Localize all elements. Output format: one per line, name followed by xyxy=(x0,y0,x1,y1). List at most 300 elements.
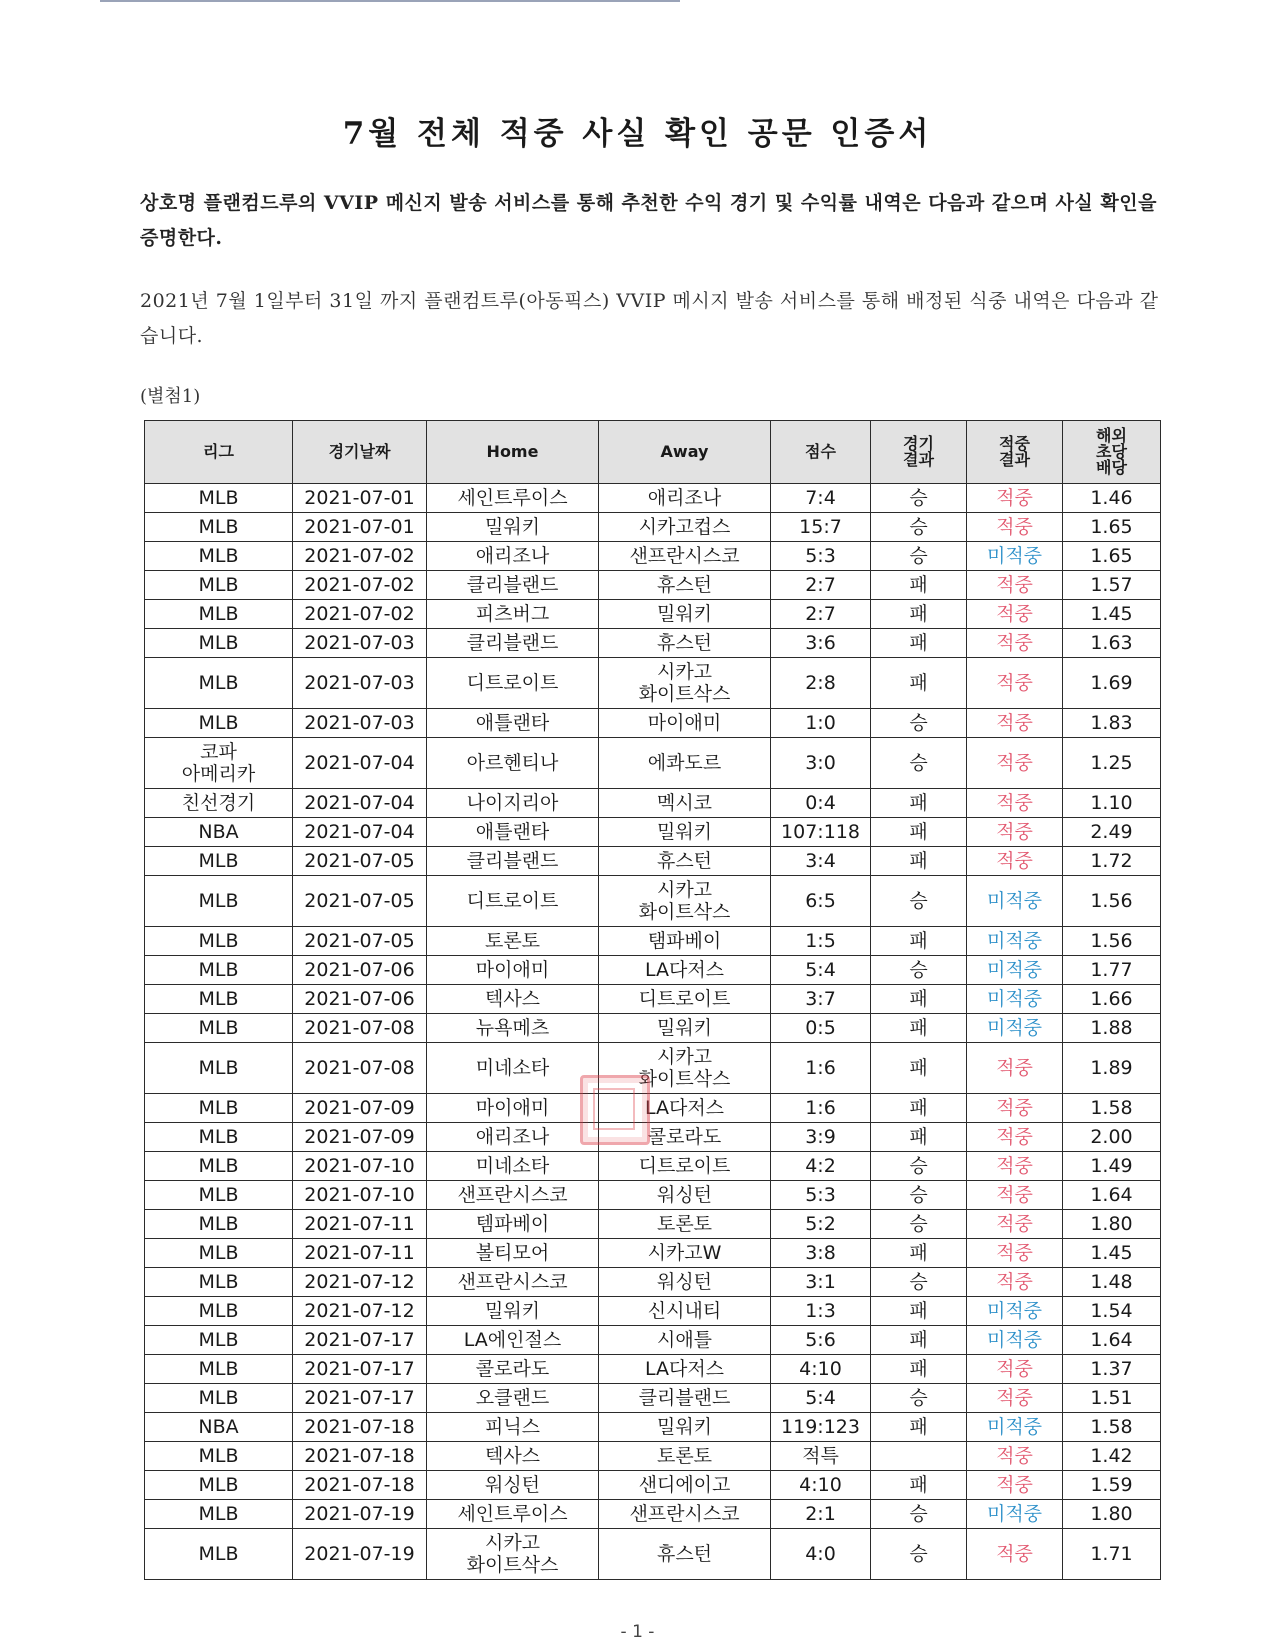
cell-league: MLB xyxy=(145,1297,293,1326)
cell-league: MLB xyxy=(145,1529,293,1580)
cell-hit-result: 미적중 xyxy=(967,1413,1063,1442)
cell-home: 클리블랜드 xyxy=(427,571,599,600)
cell-away: 밀워키 xyxy=(599,1413,771,1442)
cell-home: 디트로이트 xyxy=(427,876,599,927)
cell-away: 휴스턴 xyxy=(599,1529,771,1580)
cell-score: 3:6 xyxy=(771,629,871,658)
cell-odds: 2.00 xyxy=(1063,1123,1161,1152)
cell-score: 4:10 xyxy=(771,1355,871,1384)
cell-league: MLB xyxy=(145,985,293,1014)
cell-score: 1:0 xyxy=(771,709,871,738)
cell-away: 워싱턴 xyxy=(599,1181,771,1210)
cell-league: NBA xyxy=(145,1413,293,1442)
header-league: 리그 xyxy=(145,421,293,484)
cell-away: LA다저스 xyxy=(599,956,771,985)
cell-date: 2021-07-18 xyxy=(293,1442,427,1471)
cell-hit-result: 적중 xyxy=(967,1355,1063,1384)
cell-hit-result: 적중 xyxy=(967,847,1063,876)
cell-league: MLB xyxy=(145,1043,293,1094)
cell-league: 코파 아메리카 xyxy=(145,738,293,789)
cell-home: 미네소타 xyxy=(427,1043,599,1094)
cell-date: 2021-07-11 xyxy=(293,1239,427,1268)
table-row xyxy=(145,876,1161,927)
cell-date: 2021-07-09 xyxy=(293,1094,427,1123)
cell-odds: 1.45 xyxy=(1063,600,1161,629)
cell-away: LA다저스 xyxy=(599,1355,771,1384)
cell-odds: 1.64 xyxy=(1063,1326,1161,1355)
cell-result: 패 xyxy=(871,789,967,818)
cell-hit-result: 미적중 xyxy=(967,985,1063,1014)
cell-home: 콜로라도 xyxy=(427,1355,599,1384)
cell-away: 디트로이트 xyxy=(599,1152,771,1181)
cell-away: 밀워키 xyxy=(599,600,771,629)
cell-odds: 1.54 xyxy=(1063,1297,1161,1326)
cell-hit-result: 적중 xyxy=(967,1239,1063,1268)
cell-result: 패 xyxy=(871,1239,967,1268)
cell-league: MLB xyxy=(145,1355,293,1384)
cell-score: 5:2 xyxy=(771,1210,871,1239)
cell-result: 패 xyxy=(871,600,967,629)
cell-away: 밀워키 xyxy=(599,818,771,847)
cell-hit-result: 미적중 xyxy=(967,1297,1063,1326)
cell-hit-result: 적중 xyxy=(967,513,1063,542)
cell-odds: 1.77 xyxy=(1063,956,1161,985)
cell-hit-result: 미적중 xyxy=(967,876,1063,927)
cell-result: 승 xyxy=(871,709,967,738)
cell-odds: 1.59 xyxy=(1063,1471,1161,1500)
cell-score: 적특 xyxy=(771,1442,871,1471)
cell-away: 시카고컵스 xyxy=(599,513,771,542)
cell-home: 텍사스 xyxy=(427,985,599,1014)
cell-league: MLB xyxy=(145,1384,293,1413)
cell-league: MLB xyxy=(145,542,293,571)
cell-hit-result: 적중 xyxy=(967,1471,1063,1500)
results-table xyxy=(144,420,1161,1580)
cell-score: 0:4 xyxy=(771,789,871,818)
cell-result: 패 xyxy=(871,818,967,847)
cell-hit-result: 적중 xyxy=(967,1268,1063,1297)
cell-date: 2021-07-08 xyxy=(293,1014,427,1043)
header-hit-result: 적중 결과 xyxy=(967,421,1063,484)
cell-odds: 1.64 xyxy=(1063,1181,1161,1210)
cell-league: MLB xyxy=(145,1500,293,1529)
table-row xyxy=(145,1500,1161,1529)
cell-result: 패 xyxy=(871,985,967,1014)
header-home: Home xyxy=(427,421,599,484)
cell-away: 워싱턴 xyxy=(599,1268,771,1297)
cell-score: 1:5 xyxy=(771,927,871,956)
cell-date: 2021-07-05 xyxy=(293,876,427,927)
cell-result: 승 xyxy=(871,1268,967,1297)
cell-home: 애리조나 xyxy=(427,1123,599,1152)
cell-date: 2021-07-17 xyxy=(293,1326,427,1355)
cell-home: LA에인절스 xyxy=(427,1326,599,1355)
cell-date: 2021-07-18 xyxy=(293,1471,427,1500)
cell-home: 애틀랜타 xyxy=(427,818,599,847)
table-row xyxy=(145,1181,1161,1210)
cell-away: 휴스턴 xyxy=(599,847,771,876)
cell-league: MLB xyxy=(145,484,293,513)
cell-date: 2021-07-05 xyxy=(293,927,427,956)
cell-date: 2021-07-19 xyxy=(293,1529,427,1580)
cell-hit-result: 적중 xyxy=(967,1384,1063,1413)
cell-result: 패 xyxy=(871,1297,967,1326)
cell-away: 애리조나 xyxy=(599,484,771,513)
cell-home: 샌프란시스코 xyxy=(427,1181,599,1210)
table-row xyxy=(145,956,1161,985)
cell-hit-result: 적중 xyxy=(967,818,1063,847)
cell-result: 승 xyxy=(871,876,967,927)
cell-hit-result: 미적중 xyxy=(967,1014,1063,1043)
cell-away: 휴스턴 xyxy=(599,629,771,658)
cell-home: 세인트루이스 xyxy=(427,484,599,513)
cell-score: 119:123 xyxy=(771,1413,871,1442)
cell-league: MLB xyxy=(145,1326,293,1355)
cell-result xyxy=(871,1442,967,1471)
cell-hit-result: 적중 xyxy=(967,1442,1063,1471)
cell-hit-result: 미적중 xyxy=(967,956,1063,985)
cell-date: 2021-07-12 xyxy=(293,1268,427,1297)
table-body xyxy=(145,484,1161,1580)
cell-result: 승 xyxy=(871,956,967,985)
table-row xyxy=(145,847,1161,876)
cell-odds: 1.89 xyxy=(1063,1043,1161,1094)
cell-home: 피츠버그 xyxy=(427,600,599,629)
cell-hit-result: 적중 xyxy=(967,1210,1063,1239)
cell-home: 뉴욕메츠 xyxy=(427,1014,599,1043)
cell-date: 2021-07-04 xyxy=(293,818,427,847)
table-row xyxy=(145,1355,1161,1384)
cell-home: 세인트루이스 xyxy=(427,1500,599,1529)
cell-result: 승 xyxy=(871,1500,967,1529)
table-row xyxy=(145,1529,1161,1580)
cell-score: 7:4 xyxy=(771,484,871,513)
cell-odds: 1.56 xyxy=(1063,876,1161,927)
cell-odds: 1.83 xyxy=(1063,709,1161,738)
cell-hit-result: 적중 xyxy=(967,738,1063,789)
cell-away: 신시내티 xyxy=(599,1297,771,1326)
cell-date: 2021-07-09 xyxy=(293,1123,427,1152)
cell-hit-result: 적중 xyxy=(967,709,1063,738)
table-row xyxy=(145,738,1161,789)
table-row xyxy=(145,542,1161,571)
cell-home: 클리블랜드 xyxy=(427,847,599,876)
header-away: Away xyxy=(599,421,771,484)
cell-result: 패 xyxy=(871,1355,967,1384)
header-date: 경기날짜 xyxy=(293,421,427,484)
cell-league: MLB xyxy=(145,571,293,600)
cell-result: 패 xyxy=(871,571,967,600)
table-row xyxy=(145,1014,1161,1043)
cell-odds: 1.49 xyxy=(1063,1152,1161,1181)
attachment-label: (별첨1) xyxy=(140,386,201,407)
cell-odds: 1.66 xyxy=(1063,985,1161,1014)
cell-odds: 1.65 xyxy=(1063,542,1161,571)
cell-away: 토론토 xyxy=(599,1210,771,1239)
cell-league: MLB xyxy=(145,1014,293,1043)
cell-home: 오클랜드 xyxy=(427,1384,599,1413)
cell-odds: 1.37 xyxy=(1063,1355,1161,1384)
cell-result: 승 xyxy=(871,1152,967,1181)
table-row xyxy=(145,1123,1161,1152)
cell-result: 패 xyxy=(871,1471,967,1500)
cell-league: MLB xyxy=(145,1094,293,1123)
table-row xyxy=(145,571,1161,600)
cell-date: 2021-07-02 xyxy=(293,571,427,600)
table-row xyxy=(145,985,1161,1014)
cell-away: 시카고 화이트삭스 xyxy=(599,658,771,709)
header-odds: 해외 초당 배당 xyxy=(1063,421,1161,484)
cell-away: 샌디에이고 xyxy=(599,1471,771,1500)
header-result: 경기 결과 xyxy=(871,421,967,484)
cell-result: 패 xyxy=(871,1326,967,1355)
table-row xyxy=(145,513,1161,542)
cell-result: 패 xyxy=(871,1123,967,1152)
cell-odds: 1.57 xyxy=(1063,571,1161,600)
cell-odds: 1.51 xyxy=(1063,1384,1161,1413)
cell-away: 멕시코 xyxy=(599,789,771,818)
cell-league: MLB xyxy=(145,1471,293,1500)
table-row xyxy=(145,1268,1161,1297)
cell-league: MLB xyxy=(145,629,293,658)
cell-league: MLB xyxy=(145,1152,293,1181)
cell-score: 2:1 xyxy=(771,1500,871,1529)
cell-home: 밀워키 xyxy=(427,1297,599,1326)
cell-score: 5:6 xyxy=(771,1326,871,1355)
cell-score: 1:6 xyxy=(771,1094,871,1123)
cell-league: MLB xyxy=(145,1268,293,1297)
cell-result: 패 xyxy=(871,1413,967,1442)
cell-odds: 1.69 xyxy=(1063,658,1161,709)
cell-result: 승 xyxy=(871,542,967,571)
cell-odds: 1.71 xyxy=(1063,1529,1161,1580)
table-row xyxy=(145,709,1161,738)
page-title: 7월 전체 적중 사실 확인 공문 인증서 xyxy=(342,116,933,152)
cell-hit-result: 적중 xyxy=(967,1181,1063,1210)
cell-home: 클리블랜드 xyxy=(427,629,599,658)
cell-home: 토론토 xyxy=(427,927,599,956)
cell-home: 샌프란시스코 xyxy=(427,1268,599,1297)
cell-away: 탬파베이 xyxy=(599,927,771,956)
cell-home: 밀워키 xyxy=(427,513,599,542)
cell-result: 패 xyxy=(871,1014,967,1043)
cell-home: 텍사스 xyxy=(427,1442,599,1471)
cell-odds: 1.45 xyxy=(1063,1239,1161,1268)
table-row xyxy=(145,789,1161,818)
cell-date: 2021-07-01 xyxy=(293,484,427,513)
cell-hit-result: 적중 xyxy=(967,1152,1063,1181)
cell-score: 3:0 xyxy=(771,738,871,789)
table-row xyxy=(145,1297,1161,1326)
cell-hit-result: 적중 xyxy=(967,1123,1063,1152)
cell-date: 2021-07-04 xyxy=(293,789,427,818)
cell-league: MLB xyxy=(145,847,293,876)
cell-result: 승 xyxy=(871,484,967,513)
cell-result: 승 xyxy=(871,1529,967,1580)
cell-score: 3:1 xyxy=(771,1268,871,1297)
cell-date: 2021-07-17 xyxy=(293,1355,427,1384)
cell-odds: 1.56 xyxy=(1063,927,1161,956)
cell-away: 시카고 화이트삭스 xyxy=(599,1043,771,1094)
cell-date: 2021-07-10 xyxy=(293,1152,427,1181)
table-row xyxy=(145,484,1161,513)
table-row xyxy=(145,1384,1161,1413)
cell-date: 2021-07-05 xyxy=(293,847,427,876)
cell-hit-result: 적중 xyxy=(967,1529,1063,1580)
table-row xyxy=(145,1442,1161,1471)
cell-date: 2021-07-03 xyxy=(293,709,427,738)
cell-result: 패 xyxy=(871,927,967,956)
cell-hit-result: 미적중 xyxy=(967,1326,1063,1355)
cell-away: 토론토 xyxy=(599,1442,771,1471)
cell-date: 2021-07-02 xyxy=(293,542,427,571)
cell-hit-result: 적중 xyxy=(967,658,1063,709)
cell-away: 콜로라도 xyxy=(599,1123,771,1152)
cell-odds: 1.58 xyxy=(1063,1413,1161,1442)
cell-score: 1:6 xyxy=(771,1043,871,1094)
cell-away: 시애틀 xyxy=(599,1326,771,1355)
cell-result: 패 xyxy=(871,847,967,876)
cell-league: MLB xyxy=(145,513,293,542)
cell-odds: 1.80 xyxy=(1063,1210,1161,1239)
cell-date: 2021-07-06 xyxy=(293,985,427,1014)
table-row xyxy=(145,927,1161,956)
table-header-row xyxy=(145,421,1161,484)
cell-away: 휴스턴 xyxy=(599,571,771,600)
cell-hit-result: 적중 xyxy=(967,600,1063,629)
cell-date: 2021-07-12 xyxy=(293,1297,427,1326)
cell-league: MLB xyxy=(145,956,293,985)
cell-date: 2021-07-01 xyxy=(293,513,427,542)
cell-score: 5:4 xyxy=(771,956,871,985)
table-row xyxy=(145,1043,1161,1094)
cell-league: 친선경기 xyxy=(145,789,293,818)
cell-home: 워싱턴 xyxy=(427,1471,599,1500)
cell-league: MLB xyxy=(145,600,293,629)
table-row xyxy=(145,1471,1161,1500)
cell-home: 볼티모어 xyxy=(427,1239,599,1268)
table-row xyxy=(145,629,1161,658)
cell-score: 3:8 xyxy=(771,1239,871,1268)
cell-home: 애리조나 xyxy=(427,542,599,571)
cell-league: MLB xyxy=(145,927,293,956)
cell-score: 3:7 xyxy=(771,985,871,1014)
cell-hit-result: 적중 xyxy=(967,571,1063,600)
cell-odds: 1.10 xyxy=(1063,789,1161,818)
cell-date: 2021-07-04 xyxy=(293,738,427,789)
cell-home: 미네소타 xyxy=(427,1152,599,1181)
cell-score: 4:0 xyxy=(771,1529,871,1580)
table-row xyxy=(145,1413,1161,1442)
cell-hit-result: 적중 xyxy=(967,484,1063,513)
cell-result: 승 xyxy=(871,1210,967,1239)
cell-odds: 1.72 xyxy=(1063,847,1161,876)
cell-date: 2021-07-06 xyxy=(293,956,427,985)
cell-result: 패 xyxy=(871,1094,967,1123)
cell-score: 6:5 xyxy=(771,876,871,927)
cell-odds: 1.42 xyxy=(1063,1442,1161,1471)
cell-date: 2021-07-02 xyxy=(293,600,427,629)
cell-score: 4:2 xyxy=(771,1152,871,1181)
cell-odds: 1.65 xyxy=(1063,513,1161,542)
header-score: 점수 xyxy=(771,421,871,484)
cell-league: MLB xyxy=(145,658,293,709)
cell-home: 시카고 화이트삭스 xyxy=(427,1529,599,1580)
table-row xyxy=(145,818,1161,847)
cell-away: 샌프란시스코 xyxy=(599,1500,771,1529)
cell-odds: 2.49 xyxy=(1063,818,1161,847)
cell-home: 템파베이 xyxy=(427,1210,599,1239)
cell-score: 5:3 xyxy=(771,1181,871,1210)
cell-hit-result: 적중 xyxy=(967,629,1063,658)
cell-away: 에콰도르 xyxy=(599,738,771,789)
period-paragraph: 2021년 7월 1일부터 31일 까지 플랜컴트루(아동픽스) VVIP 메시지 발송 서비스를 통해 배정된 식중 내역은 다음과 같습니다. xyxy=(140,290,1159,347)
cell-date: 2021-07-11 xyxy=(293,1210,427,1239)
cell-league: MLB xyxy=(145,709,293,738)
cell-league: MLB xyxy=(145,876,293,927)
cell-away: 시카고W xyxy=(599,1239,771,1268)
cell-score: 15:7 xyxy=(771,513,871,542)
cell-hit-result: 미적중 xyxy=(967,542,1063,571)
cell-hit-result: 적중 xyxy=(967,789,1063,818)
cell-hit-result: 미적중 xyxy=(967,1500,1063,1529)
cell-league: NBA xyxy=(145,818,293,847)
cell-hit-result: 미적중 xyxy=(967,927,1063,956)
cell-home: 피닉스 xyxy=(427,1413,599,1442)
cell-score: 5:4 xyxy=(771,1384,871,1413)
cell-odds: 1.25 xyxy=(1063,738,1161,789)
page-number: - 1 - xyxy=(620,1622,655,1642)
cell-score: 3:4 xyxy=(771,847,871,876)
cell-result: 승 xyxy=(871,738,967,789)
cell-result: 승 xyxy=(871,1384,967,1413)
cell-score: 1:3 xyxy=(771,1297,871,1326)
cell-date: 2021-07-03 xyxy=(293,629,427,658)
cell-result: 패 xyxy=(871,629,967,658)
cell-away: LA다저스 xyxy=(599,1094,771,1123)
cell-score: 2:7 xyxy=(771,600,871,629)
intro-paragraph: 상호명 플랜컴드루의 VVIP 메신지 발송 서비스를 통해 추천한 수익 경기 및 수익률 내역은 다음과 같으며 사실 확인을 증명한다. xyxy=(140,192,1157,249)
cell-away: 마이애미 xyxy=(599,709,771,738)
cell-score: 3:9 xyxy=(771,1123,871,1152)
cell-score: 2:8 xyxy=(771,658,871,709)
cell-hit-result: 적중 xyxy=(967,1043,1063,1094)
table-row xyxy=(145,600,1161,629)
cell-score: 107:118 xyxy=(771,818,871,847)
cell-result: 승 xyxy=(871,513,967,542)
cell-league: MLB xyxy=(145,1210,293,1239)
table-row xyxy=(145,658,1161,709)
cell-date: 2021-07-17 xyxy=(293,1384,427,1413)
cell-result: 패 xyxy=(871,658,967,709)
cell-odds: 1.46 xyxy=(1063,484,1161,513)
cell-date: 2021-07-18 xyxy=(293,1413,427,1442)
cell-odds: 1.88 xyxy=(1063,1014,1161,1043)
cell-league: MLB xyxy=(145,1181,293,1210)
table-row xyxy=(145,1094,1161,1123)
cell-home: 애틀랜타 xyxy=(427,709,599,738)
cell-odds: 1.58 xyxy=(1063,1094,1161,1123)
cell-away: 클리블랜드 xyxy=(599,1384,771,1413)
cell-league: MLB xyxy=(145,1239,293,1268)
cell-result: 패 xyxy=(871,1043,967,1094)
cell-odds: 1.63 xyxy=(1063,629,1161,658)
table-row xyxy=(145,1210,1161,1239)
top-scan-line xyxy=(100,0,680,2)
cell-home: 나이지리아 xyxy=(427,789,599,818)
cell-result: 승 xyxy=(871,1181,967,1210)
cell-away: 시카고 화이트삭스 xyxy=(599,876,771,927)
